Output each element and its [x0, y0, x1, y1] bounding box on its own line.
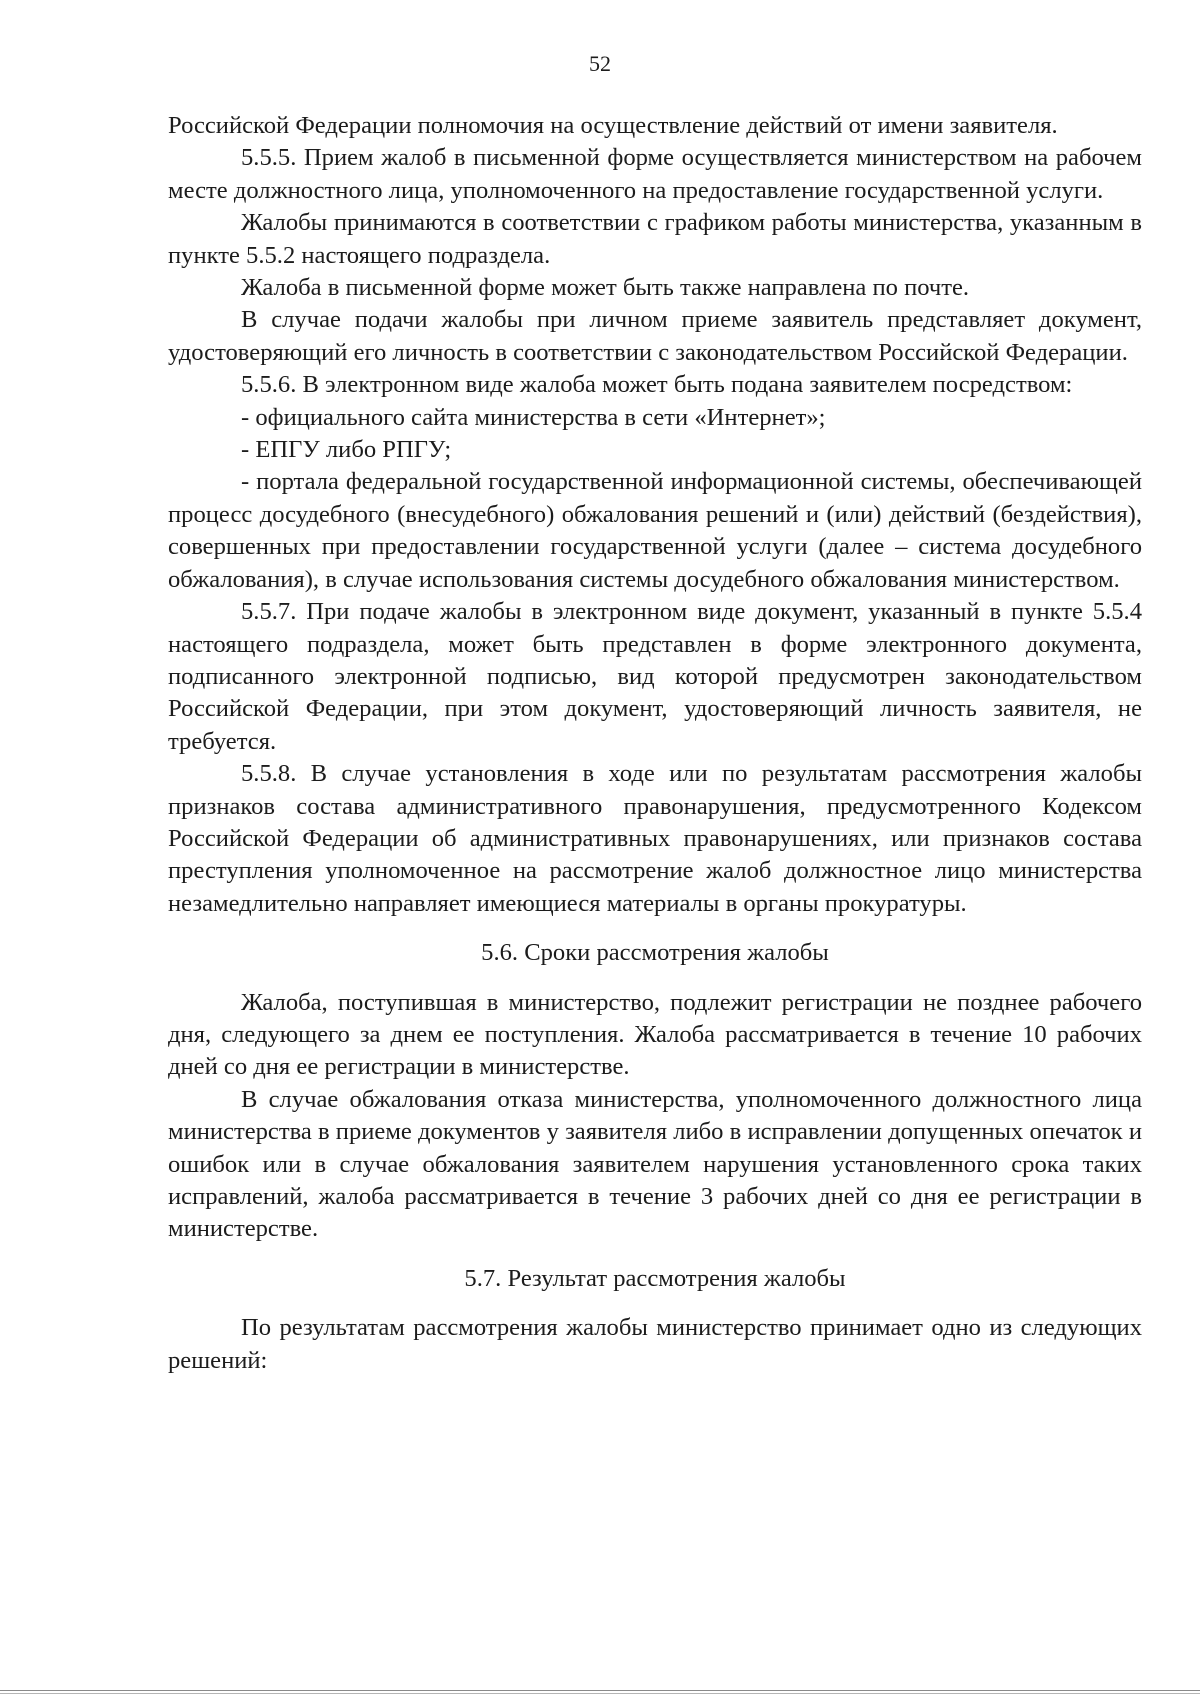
list-item-official-site: - официального сайта министерства в сети «Интернет»; [241, 403, 826, 431]
paragraph-by-mail: Жалоба в письменной форме может быть также направлена по почте. [241, 274, 970, 302]
paragraph-decision-options: По результатам рассмотрения жалобы министерство принимает одно из следующих решений: [168, 1314, 1142, 1374]
section-heading-5-7: 5.7. Результат рассмотрения жалобы [464, 1264, 846, 1292]
paragraph-5-5-5: 5.5.5. Прием жалоб в письменной форме осуществляется министерством на рабочем месте должностного лица, уполномоченного на предоставление государственной услуги. [168, 144, 1142, 204]
section-heading-5-6: 5.6. Сроки рассмотрения жалобы [481, 939, 829, 967]
document-body [168, 110, 1142, 1377]
paragraph-5-5-8: 5.5.8. В случае установления в ходе или по результатам рассмотрения жалобы признаков состава административного правонарушения, предусмотренного Кодексом Российской Федерации об административных правонарушениях, или признаков состава преступления уполномоченное на рассмотрение жалоб должностное лицо министерства незамедлительно направляет имеющиеся материалы в органы прокуратуры. [168, 760, 1142, 917]
list-item-epgu: - ЕПГУ либо РПГУ; [241, 436, 452, 464]
paragraph-5-5-7: 5.5.7. При подаче жалобы в электронном виде документ, указанный в пункте 5.5.4 настоящего подраздела, может быть представлен в форме электронного документа, подписанного электронной подписью, вид которой предусмотрен законодательством Российской Федерации, при этом документ, удостоверяющий личность заявителя, не требуется. [168, 598, 1142, 755]
paragraph-personal-reception: В случае подачи жалобы при личном приеме заявитель представляет документ, удостоверяющий его личность в соответствии с законодательством Российской Федерации. [168, 306, 1142, 366]
scan-edge-line-secondary [0, 1693, 1200, 1694]
scan-edge-line [0, 1690, 1200, 1691]
paragraph-schedule: Жалобы принимаются в соответствии с графиком работы министерства, указанным в пункте 5.5.2 настоящего подраздела. [168, 209, 1142, 269]
paragraph-5-5-6: 5.5.6. В электронном виде жалоба может быть подана заявителем посредством: [241, 371, 1073, 399]
list-item-portal: - портала федеральной государственной информационной системы, обеспечивающей процесс досудебного (внесудебного) обжалования решений и (или) действий (бездействия), совершенных при предоставлении государственной услуги (далее – система досудебного обжалования), в случае использования системы досудебного обжалования министерством. [168, 468, 1142, 593]
paragraph-refusal-appeal-term: В случае обжалования отказа министерства, уполномоченного должностного лица министерства в приеме документов у заявителя либо в исправлении допущенных опечаток и ошибок или в случае обжалования заявителем нарушения установленного срока таких исправлений, жалоба рассматривается в течение 3 рабочих дней со дня ее регистрации в министерстве. [168, 1085, 1142, 1243]
paragraph-continuation: Российской Федерации полномочия на осуществление действий от имени заявителя. [168, 112, 1058, 139]
page-number: 52 [589, 51, 611, 76]
paragraph-registration-term: Жалоба, поступившая в министерство, подлежит регистрации не позднее рабочего дня, следующего за днем ее поступления. Жалоба рассматривается в течение 10 рабочих дней со дня ее регистрации в министерстве. [168, 988, 1142, 1081]
